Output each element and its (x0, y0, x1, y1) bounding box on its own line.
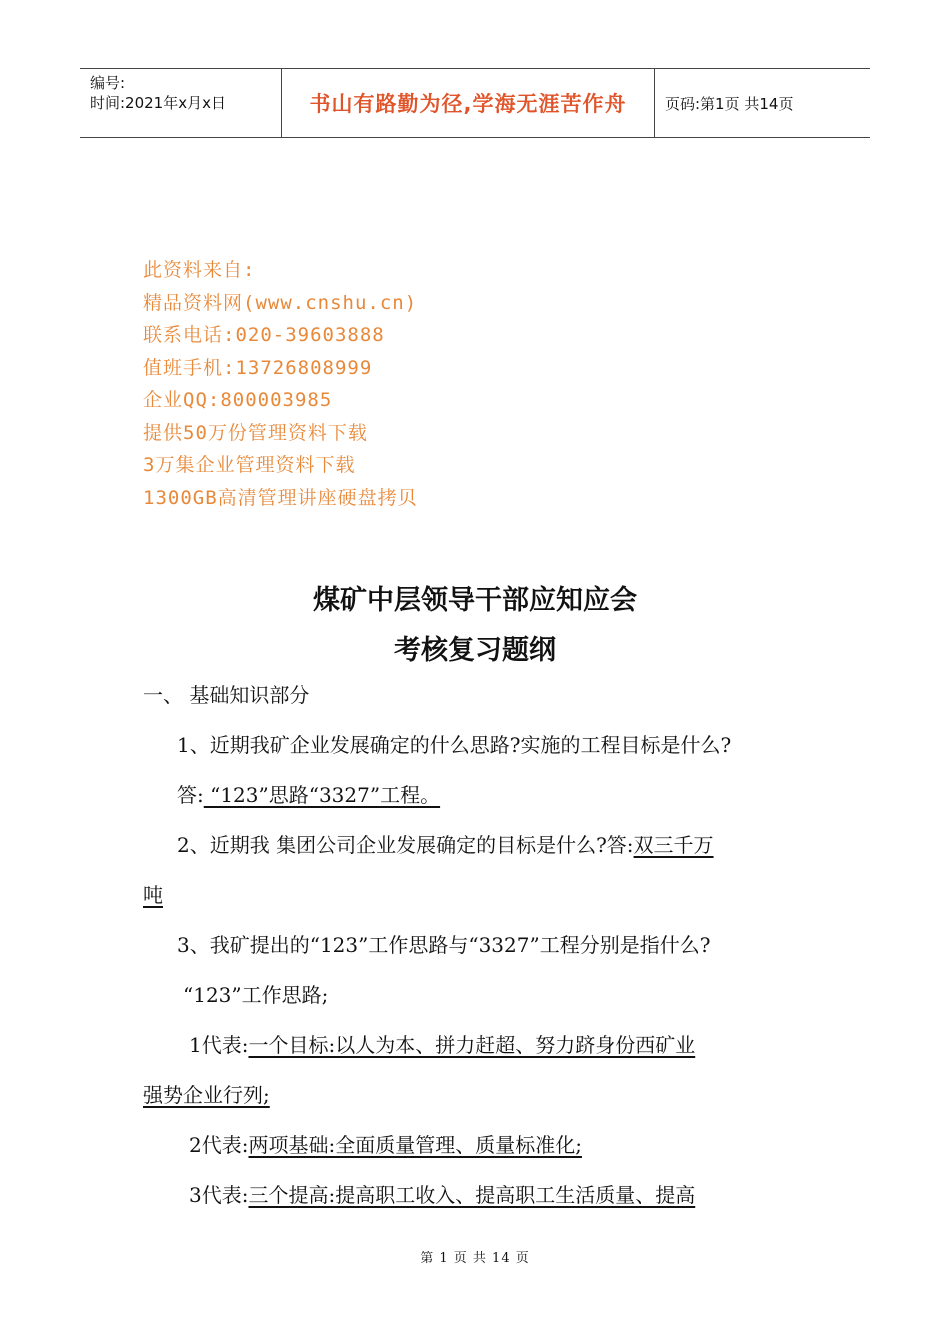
answer-2-part1: 双三千万 (633, 833, 714, 857)
answer-1 (177, 770, 440, 820)
promo-line: 值班手机:13726808999 (143, 356, 373, 379)
header-left-cell (80, 69, 282, 137)
item-1-label: 1代表: (189, 1033, 249, 1057)
page-footer: 第 1 页 共 14 页 (420, 1251, 530, 1266)
document-title: 煤矿中层领导干部应知应会 (313, 585, 637, 616)
answer-1-text: “123”思路“3327”工程。 (203, 783, 441, 807)
item-1-continued (143, 1070, 270, 1120)
item-2-text: 两项基础:全面质量管理、质量标准化; (248, 1133, 582, 1157)
promo-line: 3万集企业管理资料下载 (143, 454, 356, 476)
promo-line: 联系电话:020-39603888 (143, 324, 385, 346)
item-1-text: 一个目标:以人为本、拼力赶超、努力跻身份西矿业 (248, 1033, 696, 1057)
number-label: 编号: (90, 74, 126, 92)
time-label: 时间:2021年x月x日 (90, 94, 226, 112)
promo-line: 提供50万份管理资料下载 (143, 421, 368, 444)
answer-prefix: 答: (177, 783, 204, 807)
question-2 (177, 820, 714, 870)
item-3-label: 3代表: (189, 1183, 249, 1207)
answer-2-part2: 吨 (143, 883, 163, 907)
promo-line: 此资料来自: (143, 259, 256, 281)
promo-line: 企业QQ:800003985 (143, 389, 333, 411)
question-1: 1、近期我矿企业发展确定的什么思路?实施的工程目标是什么? (177, 733, 732, 757)
question-3-subheading: “123”工作思路; (183, 983, 329, 1007)
question-2-text: 2、近期我 集团公司企业发展确定的目标是什么?答: (177, 833, 634, 857)
item-3 (189, 1170, 695, 1220)
header-page-info: 页码:第1页 共14页 (665, 94, 794, 113)
header-motto: 书山有路勤为径,学海无涯苦作舟 (282, 69, 655, 137)
promo-line: 1300GB高清管理讲座硬盘拷贝 (143, 486, 418, 509)
promo-block (143, 254, 418, 514)
item-2-label: 2代表: (189, 1133, 249, 1157)
section-heading: 一、 基础知识部分 (143, 683, 310, 707)
answer-2-continued (143, 870, 163, 920)
document-header (80, 68, 870, 138)
question-3: 3、我矿提出的“123”工作思路与“3327”工程分别是指什么? (177, 933, 711, 957)
item-3-text: 三个提高:提高职工收入、提高职工生活质量、提高 (248, 1183, 696, 1207)
promo-line: 精品资料网(www.cnshu.cn) (143, 291, 418, 314)
item-1-text-cont: 强势企业行列; (143, 1083, 270, 1107)
item-1 (189, 1020, 695, 1070)
document-subtitle: 考核复习题纲 (394, 635, 556, 666)
item-2 (189, 1120, 582, 1170)
